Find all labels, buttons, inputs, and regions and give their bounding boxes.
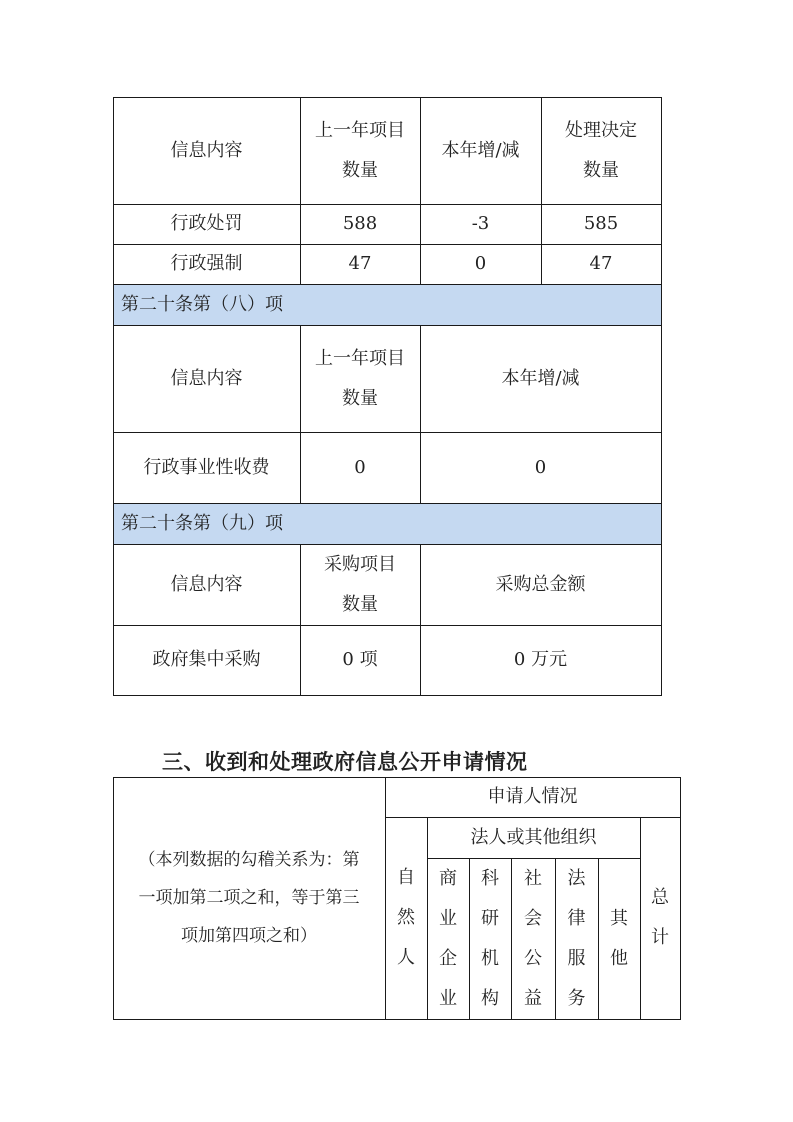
char: 会 — [524, 907, 542, 929]
row-change: 0 — [474, 253, 487, 274]
header-decision-count — [541, 97, 661, 204]
char: 构 — [481, 987, 499, 1009]
char: 科 — [481, 867, 499, 889]
char: 然 — [397, 907, 415, 928]
natural-person-header — [385, 817, 427, 1019]
s9-row-count: 0 项 — [342, 649, 378, 670]
note-line: （本列数据的勾稽关系为：第 — [138, 850, 360, 870]
char: 企 — [439, 947, 457, 969]
s8-header-prev — [300, 325, 420, 432]
header-prev-line1: 上一年项目 — [315, 119, 405, 141]
s9-header-count-line1: 采购项目 — [324, 553, 396, 575]
char: 服 — [567, 947, 586, 969]
s9-row-label: 政府集中采购 — [152, 649, 261, 670]
char: 业 — [439, 907, 457, 929]
legal-service-header — [555, 858, 598, 1019]
char: 总 — [651, 887, 669, 908]
section-3-title: 三、收到和处理政府信息公开申请情况 — [162, 750, 528, 774]
applicant-header: 申请人情况 — [487, 786, 578, 807]
header-decision-line1: 处理决定 — [565, 119, 637, 141]
s9-header-info: 信息内容 — [170, 573, 243, 595]
s8-row-change: 0 — [534, 456, 547, 478]
char: 其 — [610, 907, 628, 929]
row-prev: 47 — [348, 253, 372, 274]
note-line: 项加第四项之和） — [181, 926, 317, 946]
total-header — [640, 817, 680, 1019]
char: 机 — [481, 947, 499, 969]
header-prev-line2: 数量 — [342, 159, 378, 181]
s8-header-prev-line1: 上一年项目 — [315, 347, 405, 369]
char: 自 — [397, 867, 415, 888]
row-decision: 585 — [583, 213, 619, 234]
char: 益 — [524, 987, 542, 1009]
header-prev-count — [300, 97, 420, 204]
row-prev: 588 — [342, 213, 378, 234]
char: 务 — [567, 987, 586, 1009]
research-header — [469, 858, 511, 1019]
char: 研 — [481, 907, 499, 929]
s8-header-change: 本年增/减 — [501, 367, 580, 389]
social-header — [511, 858, 555, 1019]
s8-row-prev: 0 — [354, 456, 366, 478]
char: 律 — [567, 907, 586, 929]
note-line: 一项加第二项之和，等于第三 — [138, 888, 360, 908]
s9-header-amount: 采购总金额 — [495, 573, 586, 595]
section-8-title: 第二十条第（八）项 — [121, 294, 283, 315]
header-change: 本年增/减 — [441, 139, 520, 161]
business-header — [427, 858, 469, 1019]
row-label: 行政强制 — [170, 253, 243, 274]
char: 计 — [651, 927, 669, 948]
header-decision-line2: 数量 — [583, 159, 619, 181]
char: 他 — [610, 947, 628, 969]
row-change: -3 — [471, 213, 490, 234]
s9-header-count-line2: 数量 — [342, 593, 378, 615]
s8-header-prev-line2: 数量 — [342, 387, 378, 409]
header-info: 信息内容 — [170, 139, 243, 161]
legal-group-header: 法人或其他组织 — [470, 826, 597, 848]
char: 社 — [524, 867, 542, 889]
char: 法 — [567, 867, 586, 889]
char: 公 — [524, 947, 542, 969]
char: 业 — [439, 987, 457, 1009]
s8-header-info: 信息内容 — [170, 367, 243, 389]
char: 人 — [397, 947, 415, 968]
s9-row-amount: 0 万元 — [513, 649, 568, 670]
section-9-title: 第二十条第（九）项 — [121, 513, 283, 534]
relationship-note — [113, 777, 385, 1019]
other-header — [598, 858, 640, 1019]
row-decision: 47 — [589, 253, 613, 274]
s9-header-count — [300, 544, 420, 625]
s8-row-label: 行政事业性收费 — [143, 456, 270, 478]
row-label: 行政处罚 — [170, 213, 243, 234]
char: 商 — [439, 867, 457, 889]
